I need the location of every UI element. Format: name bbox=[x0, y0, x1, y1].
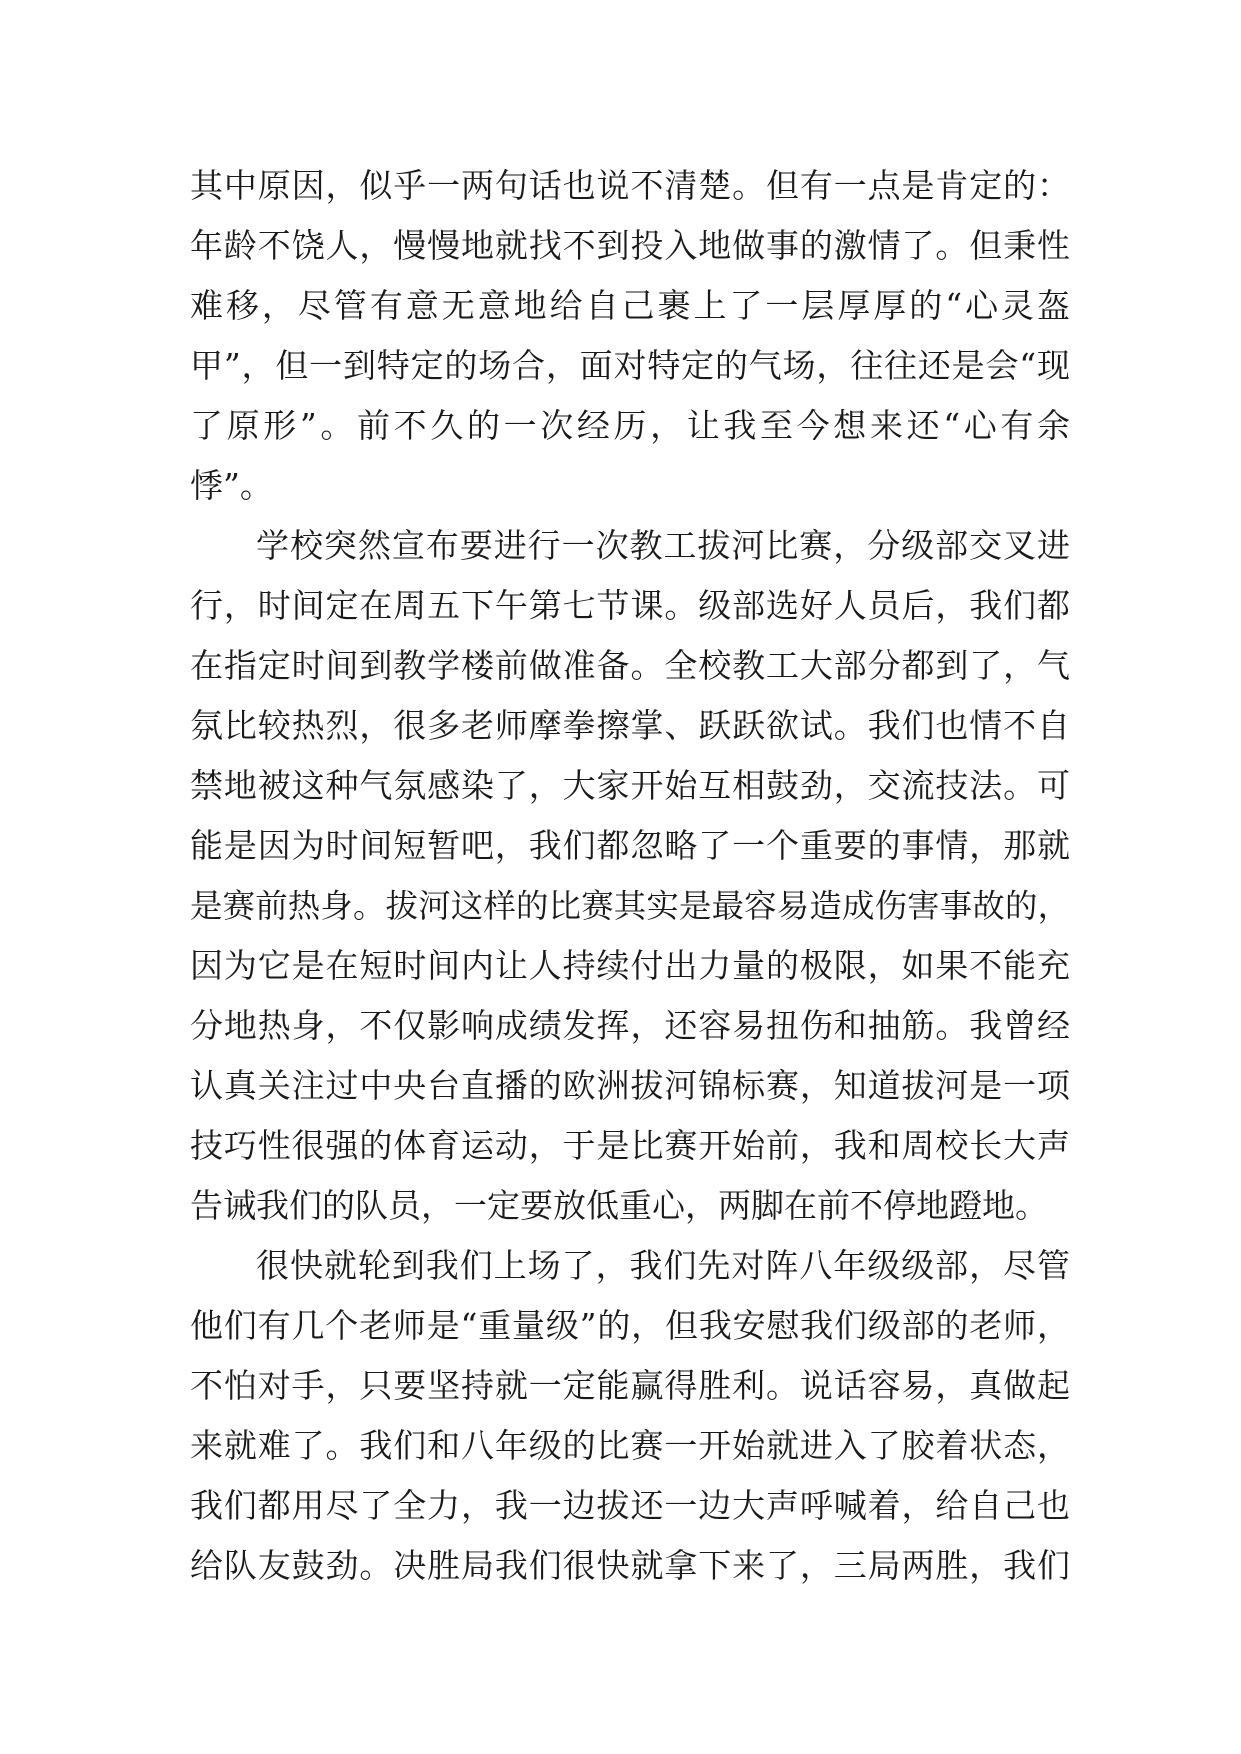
text-line: 分地热身，不仅影响成绩发挥，还容易扭伤和抽筋。我曾经 bbox=[190, 1006, 1070, 1045]
text-line: 很快就轮到我们上场了，我们先对阵八年级级部，尽管 bbox=[256, 1246, 1070, 1285]
text-line: 认真关注过中央台直播的欧洲拔河锦标赛，知道拔河是一项 bbox=[190, 1066, 1070, 1105]
text-line: 难移，尽管有意无意地给自己裹上了一层厚厚的“心灵盔 bbox=[190, 286, 1070, 325]
text-line: 行，时间定在周五下午第七节课。级部选好人员后，我们都 bbox=[190, 586, 1070, 625]
body-text bbox=[190, 156, 1070, 1596]
text-line: 来就难了。我们和八年级的比赛一开始就进入了胶着状态， bbox=[190, 1426, 1070, 1465]
text-line: 技巧性很强的体育运动，于是比赛开始前，我和周校长大声 bbox=[190, 1126, 1070, 1165]
text-line: 我们都用尽了全力，我一边拔还一边大声呼喊着，给自己也 bbox=[190, 1486, 1070, 1525]
text-line: 其中原因，似乎一两句话也说不清楚。但有一点是肯定的： bbox=[190, 166, 1070, 205]
text-line: 是赛前热身。拔河这样的比赛其实是最容易造成伤害事故的， bbox=[190, 887, 1070, 925]
text-line: 年龄不饶人，慢慢地就找不到投入地做事的激情了。但秉性 bbox=[190, 226, 1070, 265]
text-line: 氛比较热烈，很多老师摩拳擦掌、跃跃欲试。我们也情不自 bbox=[190, 706, 1070, 745]
text-line: 学校突然宣布要进行一次教工拔河比赛，分级部交叉进 bbox=[256, 526, 1070, 565]
text-line: 他们有几个老师是“重量级”的，但我安慰我们级部的老师， bbox=[190, 1306, 1070, 1345]
text-line: 给队友鼓劲。决胜局我们很快就拿下来了，三局两胜，我们 bbox=[190, 1546, 1070, 1585]
text-line: 悸”。 bbox=[190, 466, 273, 505]
text-line: 能是因为时间短暂吧，我们都忽略了一个重要的事情，那就 bbox=[190, 826, 1070, 865]
text-line: 禁地被这种气氛感染了，大家开始互相鼓劲，交流技法。可 bbox=[190, 766, 1070, 805]
text-line: 因为它是在短时间内让人持续付出力量的极限，如果不能充 bbox=[190, 946, 1070, 985]
text-line: 甲”，但一到特定的场合，面对特定的气场，往往还是会“现 bbox=[190, 346, 1070, 385]
text-line: 不怕对手，只要坚持就一定能赢得胜利。说话容易，真做起 bbox=[190, 1366, 1070, 1405]
text-line: 告诫我们的队员，一定要放低重心，两脚在前不停地蹬地。 bbox=[190, 1186, 1048, 1225]
text-line: 了原形”。前不久的一次经历，让我至今想来还“心有余 bbox=[190, 406, 1070, 445]
text-line: 在指定时间到教学楼前做准备。全校教工大部分都到了，气 bbox=[190, 646, 1070, 685]
